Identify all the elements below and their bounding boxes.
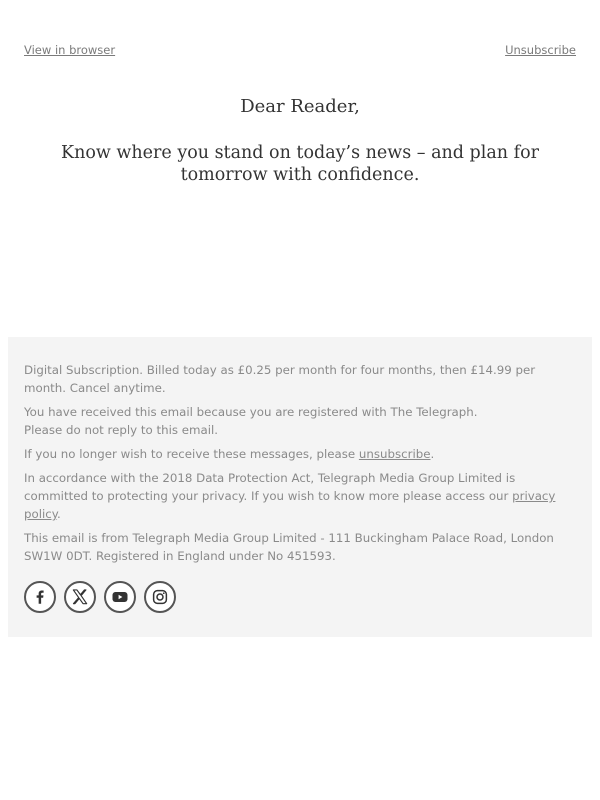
instagram-icon[interactable] [144,581,176,613]
facebook-icon[interactable] [24,581,56,613]
x-icon[interactable] [64,581,96,613]
unsubscribe-link-top[interactable]: Unsubscribe [505,43,576,57]
tagline: Know where you stand on today’s news – and plan for tomorrow with confidence. [61,143,539,185]
unsubscribe-suffix: . [430,447,435,461]
privacy-suffix: . [57,507,61,521]
registered-text [24,403,576,439]
email-footer [8,337,592,637]
privacy-prefix: In accordance with the 2018 Data Protection Act, Telegraph Media Group Limited is committed to protecting your privacy. If you wish to know more please access our [24,471,516,503]
greeting: Dear Reader, [240,96,360,117]
registered-line-2: Please do not reply to this email. [24,423,219,437]
unsubscribe-prefix: If you no longer wish to receive these messages, please [24,447,359,461]
address-text: This email is from Telegraph Media Group Limited - 111 Buckingham Palace Road, London SW1W 0DT. Registered in England under No 451593. [24,531,554,563]
social-links [24,581,176,613]
unsubscribe-text [24,445,576,463]
view-in-browser-link[interactable]: View in browser [24,43,116,57]
registered-line-1: You have received this email because you are registered with The Telegraph. [24,405,478,419]
email-top-bar [24,42,576,58]
subscription-text: Digital Subscription. Billed today as £0.25 per month for four months, then £14.99 per month. Cancel anytime. [24,363,536,395]
unsubscribe-link-footer[interactable]: unsubscribe [358,447,431,461]
privacy-policy-link[interactable]: privacy policy [24,489,556,521]
privacy-text [24,469,576,523]
youtube-icon[interactable] [104,581,136,613]
